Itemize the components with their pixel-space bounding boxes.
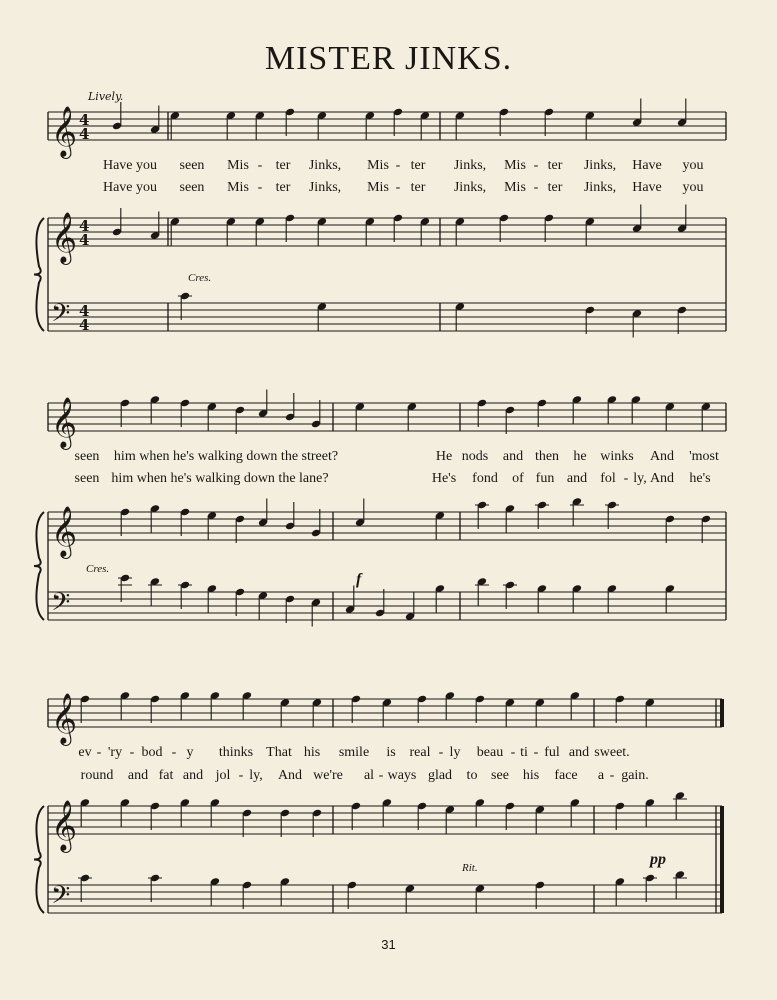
- lyric-verse-1: Mis: [227, 158, 249, 173]
- lyric-verse-1: him when he's walking down the street?: [113, 449, 339, 464]
- lyric-verse-2: He's: [431, 471, 457, 486]
- lyric-verse-1: 'most: [689, 449, 719, 464]
- dynamic-marking: Cres.: [188, 272, 212, 284]
- lyric-verse-2: ter: [410, 180, 426, 195]
- piano-brace: [34, 218, 44, 331]
- lyric-verse-1: seen: [179, 158, 205, 173]
- lyric-verse-2: -: [238, 768, 244, 783]
- lyric-verse-1: is: [386, 745, 396, 760]
- lyric-verse-1: beau: [476, 745, 504, 760]
- lyric-verse-2: Mis: [227, 180, 249, 195]
- lyric-verse-1: seen: [74, 449, 100, 464]
- lyric-verse-1: Have: [632, 158, 662, 173]
- lyric-verse-1: -: [533, 158, 539, 173]
- lyric-verse-1: his: [303, 745, 321, 760]
- lyric-verse-1: Mis: [504, 158, 526, 173]
- lyric-verse-2: -: [533, 180, 539, 195]
- lyric-verse-2: -: [395, 180, 401, 195]
- lyric-verse-2: fat: [158, 768, 174, 783]
- lyric-verse-2: and: [566, 471, 588, 486]
- lyric-verse-2: jol: [215, 768, 231, 783]
- bass-clef-icon: 𝄢: [51, 881, 71, 916]
- lyric-verse-2: face: [554, 768, 578, 783]
- lyric-verse-2: Have you: [102, 180, 158, 195]
- treble-clef-icon: 𝄞: [51, 106, 78, 157]
- bass-clef-icon: 𝄢: [51, 299, 71, 334]
- lyric-verse-1: winks: [600, 449, 634, 464]
- lyric-verse-1: ev: [78, 745, 92, 760]
- lyric-verse-2: -: [378, 768, 384, 783]
- lyric-verse-2: Jinks,: [453, 180, 487, 195]
- lyric-verse-2: to: [466, 768, 478, 783]
- lyric-verse-1: then: [534, 449, 560, 464]
- lyric-verse-2: -: [609, 768, 615, 783]
- lyric-verse-1: ter: [547, 158, 563, 173]
- lyric-verse-1: -: [395, 158, 401, 173]
- lyric-verse-1: -: [129, 745, 135, 760]
- time-signature-bottom: 4: [79, 125, 90, 143]
- lyric-verse-1: and: [568, 745, 590, 760]
- dynamic-marking: pp: [650, 851, 666, 868]
- lyric-verse-2: fun: [535, 471, 555, 486]
- lyric-verse-2: round: [80, 768, 114, 783]
- lyric-verse-1: Jinks,: [453, 158, 487, 173]
- lyric-verse-1: ter: [275, 158, 291, 173]
- bass-clef-icon: 𝄢: [51, 588, 71, 623]
- lyric-verse-1: -: [438, 745, 444, 760]
- lyric-verse-2: Have: [632, 180, 662, 195]
- lyric-verse-2: seen: [74, 471, 100, 486]
- lyric-verse-2: he's: [689, 471, 711, 486]
- lyric-verse-1: and: [502, 449, 524, 464]
- time-signature-top: 4: [79, 302, 90, 320]
- lyric-verse-2: Mis: [367, 180, 389, 195]
- lyric-verse-1: And: [649, 449, 675, 464]
- lyric-verse-2: ter: [275, 180, 291, 195]
- lyric-verse-2: ly,: [249, 768, 263, 783]
- lyric-verse-2: his: [522, 768, 540, 783]
- lyric-verse-1: He: [435, 449, 453, 464]
- tempo-marking: Lively.: [88, 90, 124, 103]
- lyric-verse-2: we're: [313, 768, 343, 783]
- treble-clef-icon: 𝄞: [51, 506, 78, 557]
- lyric-verse-2: -: [257, 180, 263, 195]
- treble-clef-icon: 𝄞: [51, 693, 78, 744]
- lyric-verse-1: nods: [461, 449, 489, 464]
- lyric-verse-2: of: [512, 471, 524, 486]
- lyric-verse-2: -: [623, 471, 629, 486]
- lyric-verse-1: real: [409, 745, 431, 760]
- lyric-verse-2: see: [491, 768, 509, 783]
- lyric-verse-1: smile: [338, 745, 370, 760]
- lyric-verse-2: a: [597, 768, 605, 783]
- lyric-verse-2: al: [363, 768, 375, 783]
- lyric-verse-2: Jinks,: [308, 180, 342, 195]
- dynamic-marking: Cres.: [86, 563, 110, 575]
- piano-brace: [34, 512, 44, 620]
- dynamic-marking: Rit.: [462, 862, 478, 874]
- time-signature-bottom: 4: [79, 231, 90, 249]
- lyric-verse-2: Mis: [504, 180, 526, 195]
- lyric-verse-2: ly,: [633, 471, 647, 486]
- piano-brace: [34, 806, 44, 913]
- lyric-verse-2: seen: [179, 180, 205, 195]
- lyric-verse-1: y: [186, 745, 194, 760]
- lyric-verse-1: -: [257, 158, 263, 173]
- lyric-verse-1: you: [682, 158, 704, 173]
- treble-clef-icon: 𝄞: [51, 397, 78, 448]
- song-title: MISTER JINKS.: [264, 40, 513, 77]
- lyric-verse-1: Have you: [102, 158, 158, 173]
- lyric-verse-1: Mis: [367, 158, 389, 173]
- lyric-verse-1: ti: [520, 745, 528, 760]
- lyric-verse-1: Jinks,: [308, 158, 342, 173]
- lyric-verse-1: ter: [410, 158, 426, 173]
- lyric-verse-1: 'ry: [107, 745, 123, 760]
- lyric-verse-2: and: [182, 768, 204, 783]
- page-number: 31: [381, 937, 396, 952]
- lyric-verse-1: -: [510, 745, 516, 760]
- lyric-verse-1: thinks: [218, 745, 254, 760]
- time-signature-top: 4: [79, 217, 90, 235]
- lyric-verse-2: you: [682, 180, 704, 195]
- lyric-verse-1: ly: [449, 745, 461, 760]
- lyric-verse-2: fol: [600, 471, 616, 486]
- lyric-verse-2: ter: [547, 180, 563, 195]
- lyric-verse-2: gain.: [621, 768, 649, 783]
- lyric-verse-2: and: [127, 768, 149, 783]
- time-signature-top: 4: [79, 111, 90, 129]
- lyric-verse-1: -: [96, 745, 102, 760]
- lyric-verse-1: -: [171, 745, 177, 760]
- treble-clef-icon: 𝄞: [51, 800, 78, 851]
- lyric-verse-2: ways: [387, 768, 417, 783]
- lyric-verse-2: And: [277, 768, 303, 783]
- lyric-verse-2: him when he's walking down the lane?: [111, 471, 329, 486]
- lyric-verse-1: bod: [141, 745, 163, 760]
- lyric-verse-1: he: [573, 449, 587, 464]
- lyric-verse-2: And: [649, 471, 675, 486]
- lyric-verse-1: ful: [544, 745, 560, 760]
- lyric-verse-1: -: [533, 745, 539, 760]
- lyric-verse-1: Jinks,: [583, 158, 617, 173]
- time-signature-bottom: 4: [79, 316, 90, 334]
- lyric-verse-2: Jinks,: [583, 180, 617, 195]
- lyric-verse-2: fond: [472, 471, 498, 486]
- dynamic-marking: f: [356, 571, 362, 588]
- lyric-verse-1: That: [266, 745, 292, 760]
- lyric-verse-1: sweet.: [594, 745, 630, 760]
- treble-clef-icon: 𝄞: [51, 212, 78, 263]
- lyric-verse-2: glad: [427, 768, 453, 783]
